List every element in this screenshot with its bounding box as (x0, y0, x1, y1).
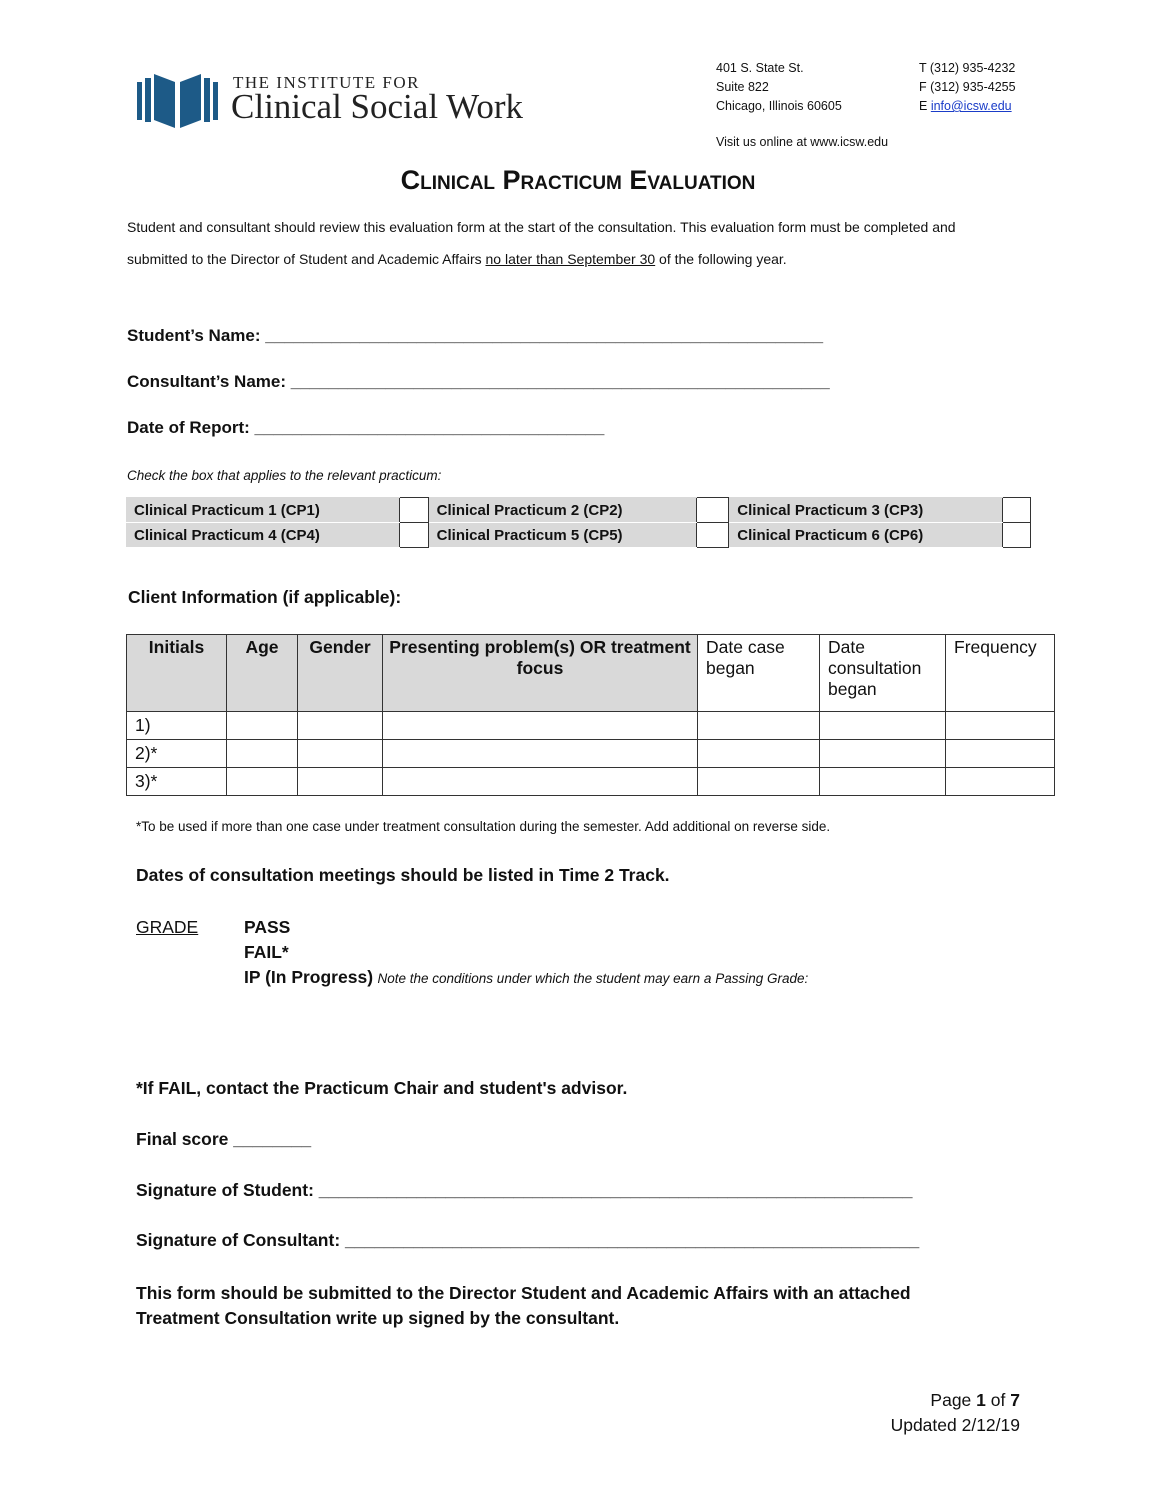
label: Signature of Consultant: (136, 1230, 341, 1250)
cell[interactable] (946, 768, 1055, 796)
cell[interactable] (698, 768, 820, 796)
row-label: 2)* (127, 740, 227, 768)
grade-label: GRADE (136, 917, 199, 937)
page-total: 7 (1010, 1390, 1020, 1410)
consultant-name-field[interactable] (127, 372, 830, 392)
intro-part2: of the following year. (655, 251, 787, 267)
blank-line: _________________________________________________________ (290, 372, 830, 391)
cell[interactable] (298, 712, 383, 740)
client-footnote: *To be used if more than one case under treatment consultation during the semester. Add additional on reverse side. (136, 819, 831, 834)
page-footer (891, 1388, 1020, 1438)
checkbox-cp3[interactable] (1003, 498, 1031, 523)
email-link[interactable]: info@icsw.edu (930, 99, 1012, 113)
checkbox-cp2[interactable] (697, 498, 729, 523)
col-header: Date case began (698, 635, 820, 712)
email-prefix: E (919, 99, 928, 113)
row-label: 3)* (127, 768, 227, 796)
practicum-label: Clinical Practicum 6 (CP6) (729, 523, 1003, 548)
student-name-field[interactable] (127, 326, 823, 346)
practicum-label: Clinical Practicum 2 (CP2) (428, 498, 697, 523)
col-header: Gender (298, 635, 383, 712)
ip-label: IP (In Progress) (244, 967, 374, 987)
practicum-label: Clinical Practicum 5 (CP5) (428, 523, 697, 548)
blank-line: ___________________________________________________________ (265, 326, 824, 345)
final-score-field[interactable] (136, 1129, 311, 1150)
checkbox-cp6[interactable] (1003, 523, 1031, 548)
label: Student’s Name: (127, 326, 261, 345)
address-line: 401 S. State St. (716, 61, 804, 75)
date-of-report-field[interactable] (127, 418, 604, 438)
cell[interactable] (383, 740, 698, 768)
consultant-signature-field[interactable] (136, 1230, 919, 1251)
label: Final score (136, 1129, 229, 1149)
grade-pass[interactable]: PASS (244, 917, 291, 937)
col-header: Age (227, 635, 298, 712)
cell[interactable] (383, 712, 698, 740)
practicum-label: Clinical Practicum 4 (CP4) (126, 523, 399, 548)
book-logo-icon (137, 72, 221, 128)
checkbox-cp4[interactable] (399, 523, 428, 548)
cell[interactable] (820, 768, 946, 796)
intro-text (127, 211, 977, 275)
blank-line: _____________________________________ (254, 418, 605, 437)
address-line: Chicago, Illinois 60605 (716, 99, 842, 113)
grade-ip[interactable] (244, 967, 808, 988)
cell[interactable] (383, 768, 698, 796)
client-info-heading: Client Information (if applicable): (128, 587, 402, 607)
table-row (127, 740, 1055, 768)
cell[interactable] (298, 740, 383, 768)
grade-fail[interactable]: FAIL* (244, 942, 289, 962)
blank-line: _____________________________________________________________ (318, 1180, 913, 1200)
cell[interactable] (227, 740, 298, 768)
ip-note: Note the conditions under which the student may earn a Passing Grade: (377, 971, 809, 986)
address (716, 59, 842, 116)
practicum-instruction: Check the box that applies to the relevant practicum: (127, 468, 442, 483)
page-label: Page (930, 1390, 972, 1410)
practicum-table (126, 497, 1031, 548)
blank-line: ________ (233, 1129, 312, 1149)
phone: T (312) 935-4232 (919, 61, 1016, 75)
blank-line: ___________________________________________________________ (345, 1230, 920, 1250)
cell[interactable] (820, 712, 946, 740)
contact-numbers (919, 59, 1016, 116)
col-header: Frequency (946, 635, 1055, 712)
student-signature-field[interactable] (136, 1180, 912, 1201)
client-table (126, 634, 1055, 796)
cell[interactable] (227, 768, 298, 796)
label: Date of Report: (127, 418, 250, 437)
label: Signature of Student: (136, 1180, 314, 1200)
label: Consultant’s Name: (127, 372, 287, 391)
of-label: of (990, 1390, 1006, 1410)
col-header: Initials (127, 635, 227, 712)
col-header: Date consultation began (820, 635, 946, 712)
cell[interactable] (946, 712, 1055, 740)
cell[interactable] (227, 712, 298, 740)
table-row (127, 768, 1055, 796)
intro-part1: Student and consultant should review this evaluation form at the start of the consultation. This evaluation form must be completed and submitted to the Director of Student and Academic Affairs (127, 219, 956, 267)
fax: F (312) 935-4255 (919, 80, 1016, 94)
col-header: Presenting problem(s) OR treatment focus (383, 635, 698, 712)
practicum-label: Clinical Practicum 1 (CP1) (126, 498, 399, 523)
logo-line2: Clinical Social Work (231, 87, 524, 126)
website: Visit us online at www.icsw.edu (716, 135, 889, 149)
checkbox-cp5[interactable] (697, 523, 729, 548)
deadline: no later than September 30 (485, 251, 656, 267)
page-number: 1 (976, 1390, 986, 1410)
logo-line1: THE INSTITUTE FOR (233, 73, 420, 92)
updated-date: Updated 2/12/19 (890, 1415, 1020, 1435)
row-label: 1) (127, 712, 227, 740)
table-row (127, 712, 1055, 740)
fail-note: *If FAIL, contact the Practicum Chair and student's advisor. (136, 1078, 628, 1098)
cell[interactable] (698, 740, 820, 768)
cell[interactable] (698, 712, 820, 740)
practicum-label: Clinical Practicum 3 (CP3) (729, 498, 1003, 523)
meetings-note: Dates of consultation meetings should be listed in Time 2 Track. (136, 865, 670, 885)
checkbox-cp1[interactable] (399, 498, 428, 523)
cell[interactable] (820, 740, 946, 768)
page-title: Clinical Practicum Evaluation (400, 165, 756, 195)
cell[interactable] (298, 768, 383, 796)
cell[interactable] (946, 740, 1055, 768)
submit-note: This form should be submitted to the Director Student and Academic Affairs with an attached Treatment Consultation write up signed by the consultant. (136, 1283, 911, 1328)
address-line: Suite 822 (716, 80, 769, 94)
